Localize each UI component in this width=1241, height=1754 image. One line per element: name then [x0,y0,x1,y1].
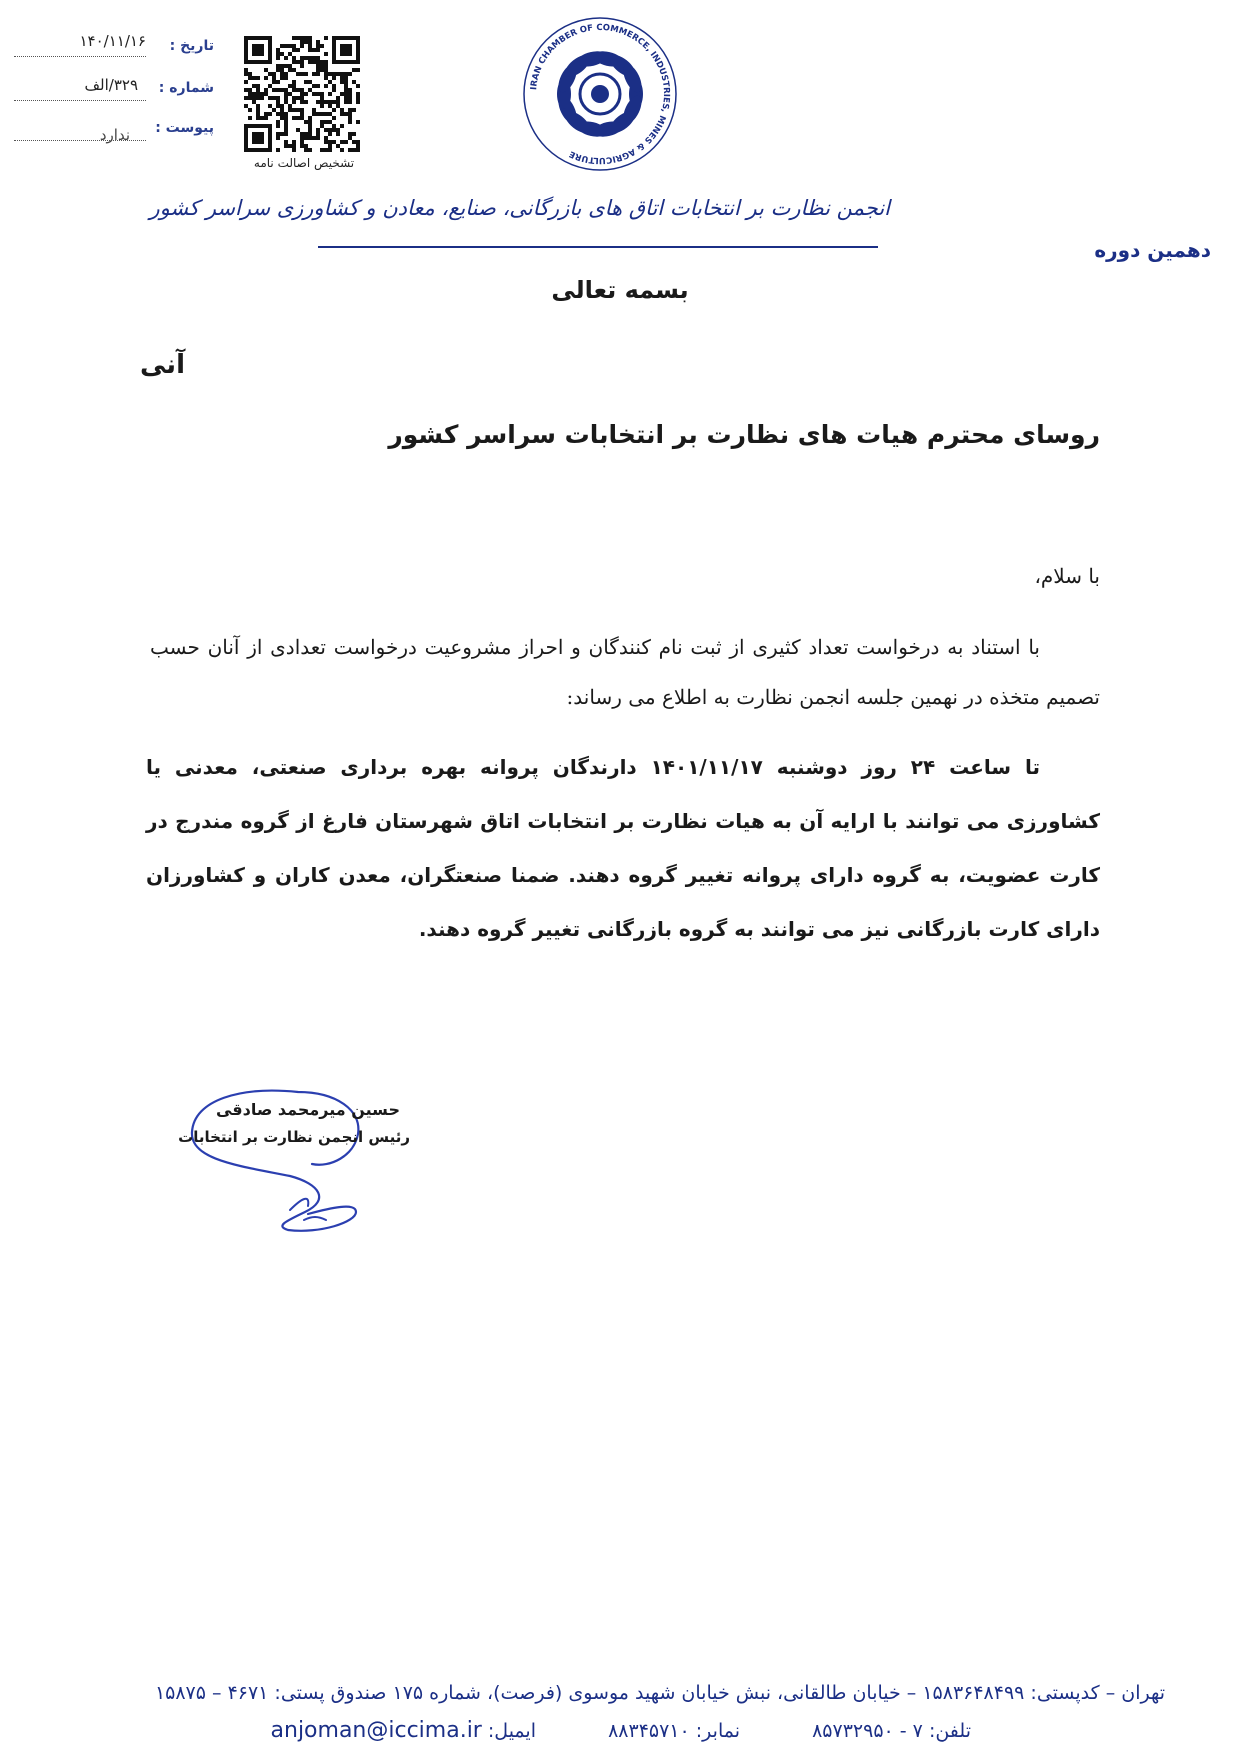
date-label: تاریخ : [169,38,214,54]
body-paragraph-2: تا ساعت ۲۴ روز دوشنبه ۱۴۰۱/۱۱/۱۷ دارندگان پروانه بهره برداری صنعتی، معدنی یا کشاورزی می توانند با ارایه آن به هیات نظارت بر انتخابات اتاق شهرستان فارغ از گروه مندرج در کارت عضویت، به گروه دارای پروانه تغییر گروه دهند. ضمنا صنعتگران، معدن کاران و کشاورزان دارای کارت بازرگانی نیز می توانند به گروه بازرگانی تغییر گروه دهند. [146,755,1100,941]
greeting: با سلام، [1034,564,1100,588]
attachment-value: ندارد [99,126,130,144]
number-dots [14,100,146,101]
chamber-logo [520,14,680,174]
logo-ring-text: IRAN CHAMBER OF COMMERCE, INDUSTRIES, MINES & AGRICULTURE [529,22,672,166]
signatory-title: رئیس انجمن نظارت بر انتخابات [178,1128,410,1146]
organization-name: انجمن نظارت بر انتخابات اتاق های بازرگانی، صنایع، معادن و کشاورزی سراسر کشور [149,196,890,220]
number-value: ۳۲۹/الف [84,76,138,94]
attachment-label: پیوست : [155,120,214,136]
bismillah-heading: بسمه تعالی [551,276,689,304]
qr-code-icon [244,36,360,152]
email-address: anjoman@iccima.ir [270,1718,482,1743]
body-paragraph-1: با استناد به درخواست تعداد کثیری از ثبت نام کنندگان و احراز مشروعیت درخواست تعدادی از آنان حسب تصمیم متخذه در نهمین جلسه انجمن نظارت به اطلاع می رساند: [150,635,1100,709]
urgency-label: آنی [140,350,185,380]
footer-address: تهران – کدپستی: ۱۵۸۳۶۴۸۴۹۹ – خیابان طالقانی، نبش خیابان شهید موسوی (فرصت)، شماره ۱۷۵ صندوق پستی: ۴۶۷۱ – ۱۵۸۷۵ [154,1682,1165,1704]
number-label: شماره : [158,80,214,96]
chamber-logo-icon [520,14,680,174]
qr-block [244,36,364,170]
date-value: ۱۴۰/۱۱/۱۶ [79,32,146,50]
phone-label: تلفن: [928,1720,971,1742]
fax-number: ۸۸۳۴۵۷۱۰ [608,1720,690,1742]
signature-block [180,1080,430,1260]
qr-caption: تشخیص اصالت نامه [253,156,355,170]
signatory-name: حسین میرمحمد صادقی [215,1100,400,1119]
header-divider [318,246,878,248]
email-label: ایمیل: [487,1720,536,1742]
footer-contacts [171,1718,971,1743]
letter-meta [14,30,214,160]
fax-label: نمابر: [695,1720,740,1742]
phone-number: ۷ - ۸۵۷۳۲۹۵۰ [812,1720,923,1742]
recipient-line: روسای محترم هیات های نظارت بر انتخابات سراسر کشور [388,420,1100,449]
election-term: دهمین دوره [1094,238,1211,262]
date-dots [14,56,146,57]
